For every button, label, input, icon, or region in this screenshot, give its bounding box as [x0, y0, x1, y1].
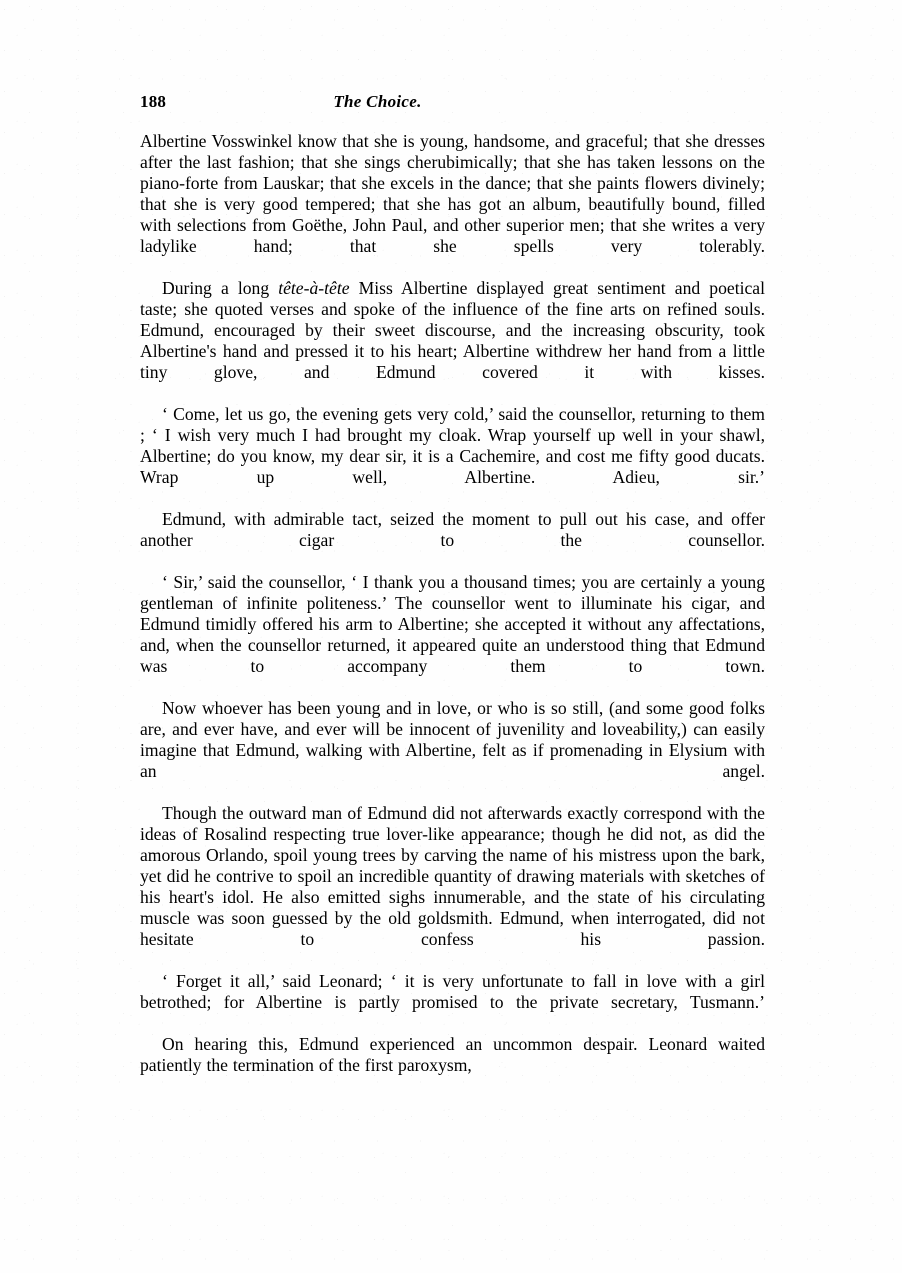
paragraph [140, 698, 765, 803]
text-run: ‘ Come, let us go, the evening gets very cold,’ said the counsellor, returning to them ; ‘ I wish very much I had brought my cloak. Wrap yourself up well in your shawl, Albertine; do you know, my dear sir, it is a Cachemire, and cost me fifty good ducats. Wrap up well, Albertine. Adieu, sir.’ [140, 404, 765, 487]
paragraph [140, 509, 765, 572]
body-text-block [140, 131, 765, 1076]
text-run: ‘ Sir,’ said the counsellor, ‘ I thank you a thousand times; you are certainly a young gentleman of infinite politeness.’ The counsellor went to illuminate his cigar, and Edmund timidly offered his arm to Albertine; she accepted it without any affectations, and, when the counsellor returned, it appeared quite an understood thing that Edmund was to accompany them to town. [140, 572, 765, 676]
text-run: ‘ Forget it all,’ said Leonard; ‘ it is very unfortunate to fall in love with a girl betrothed; for Albertine is partly promised to the private secretary, Tusmann.’ [140, 971, 765, 1012]
italic-phrase: tête-à-tête [278, 278, 350, 298]
page-folio-number: 188 [140, 92, 167, 111]
running-head [140, 92, 765, 116]
paragraph [140, 803, 765, 971]
paragraph [140, 404, 765, 509]
running-title: The Choice. [333, 92, 422, 111]
paragraph [140, 278, 765, 404]
paragraph [140, 1034, 765, 1076]
text-run: Miss Albertine displayed great sentiment and poetical taste; she quoted verses and spoke of the influence of the fine arts on refined souls. Edmund, encouraged by their sweet discourse, and the increasing obscurity, took Albertine's hand and pressed it to his heart; Albertine withdrew her hand from a little tiny glove, and Edmund covered it with kisses. [140, 278, 765, 382]
text-run: Though the outward man of Edmund did not afterwards exactly correspond with the ideas of Rosalind respecting true lover-like appearance; though he did not, as did the amorous Orlando, spoil young trees by carving the name of his mistress upon the bark, yet did he contrive to spoil an incredible quantity of drawing materials with sketches of his heart's idol. He also emitted sighs innumerable, and the state of his circulating muscle was soon guessed by the old goldsmith. Edmund, when interrogated, did not hesitate to confess his passion. [140, 803, 765, 949]
text-run: Edmund, with admirable tact, seized the moment to pull out his case, and offer another cigar to the counsellor. [140, 509, 765, 550]
text-run: Albertine Vosswinkel know that she is young, handsome, and graceful; that she dresses after the last fashion; that she sings cherubimically; that she has taken lessons on the piano-forte from Lauskar; that she excels in the dance; that she paints flowers divinely; that she is very good tempered; that she has got an album, beautifully bound, filled with selections from Goëthe, John Paul, and other superior men; that she writes a very ladylike hand; that she spells very tolerably. [140, 131, 765, 256]
text-run: On hearing this, Edmund experienced an uncommon despair. Leonard waited patiently the termination of the first paroxysm, [140, 1034, 765, 1075]
text-run: Now whoever has been young and in love, or who is so still, (and some good folks are, and ever have, and ever will be innocent of juvenility and loveability,) can easily imagine that Edmund, walking with Albertine, felt as if promenading in Elysium with an angel. [140, 698, 765, 781]
paragraph [140, 971, 765, 1034]
paragraph [140, 131, 765, 278]
paragraph [140, 572, 765, 698]
text-run: During a long [162, 278, 279, 298]
